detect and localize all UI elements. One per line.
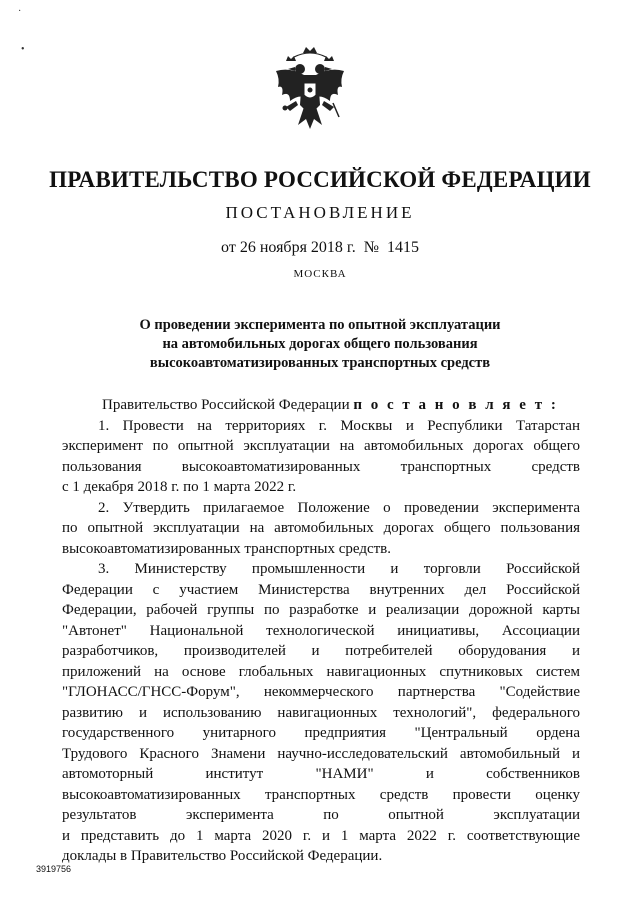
paragraph-line: доклады в Правительство Российской Федерации.	[62, 848, 383, 864]
paragraph-line: с 1 декабря 2018 г. по 1 марта 2022 г.	[62, 479, 297, 495]
paragraph-line: эксперимент по опытной эксплуатации на автомобильных дорогах общего	[62, 438, 580, 454]
paragraph-line: 1. Провести на территориях г. Москвы и Республики Татарстан	[98, 417, 580, 434]
paragraph-line: результатов эксперимента по опытной эксплуатации	[62, 807, 580, 823]
paragraph-line: 2. Утвердить прилагаемое Положение о проведении эксперимента	[98, 499, 580, 516]
margin-mark: ·	[18, 6, 22, 17]
paragraph-line: 3. Министерству промышленности и торговли Российской	[98, 561, 580, 577]
paragraph-line: "Автонет" Национальной технологической инициативы, Ассоциации	[62, 622, 580, 639]
paragraph-line: Федерации с участием Министерства внутренних дел Российской	[62, 581, 580, 598]
paragraph-line: приложений на основе глобальных навигационных спутниковых систем	[62, 663, 580, 680]
government-title: ПРАВИТЕЛЬСТВО РОССИЙСКОЙ ФЕДЕРАЦИИ	[49, 167, 591, 192]
paragraph-line: пользования высокоавтоматизированных транспортных средств	[62, 458, 580, 475]
paragraph-line: Трудового Красного Знамени научно-исследовательский автомобильный и	[62, 745, 580, 762]
preamble-verb: п о с т а н о в л я е т :	[353, 397, 559, 413]
preamble	[62, 395, 580, 416]
decree-subject	[100, 316, 540, 373]
decree-type: ПОСТАНОВЛЕНИЕ	[225, 203, 415, 222]
preamble-lead: Правительство Российской Федерации	[102, 397, 350, 413]
decree-city: МОСКВА	[293, 268, 347, 280]
paragraph-line: государственного унитарного предприятия "Центральный ордена	[62, 725, 580, 741]
subject-line: высокоавтоматизированных транспортных средств	[149, 355, 491, 371]
paragraph-line: Федерации, рабочей группы по разработке и реализации дорожной карты	[62, 602, 580, 618]
document-number: 3919756	[36, 864, 72, 874]
subject-line: О проведении эксперимента по опытной эксплуатации	[139, 317, 501, 333]
paragraph-line: высокоавтоматизированных транспортных средств.	[62, 540, 392, 557]
paragraph-line: разработчиков, производителей и потребителей оборудования и	[62, 643, 580, 659]
russian-coat-of-arms-icon	[270, 45, 350, 140]
paragraph-line: и представить до 1 марта 2020 г. и 1 марта 2022 г. соответствующие	[62, 827, 580, 844]
paragraph-line: по опытной эксплуатации на автомобильных дорогах общего пользования	[62, 520, 580, 536]
subject-line: на автомобильных дорогах общего пользования	[162, 336, 478, 352]
paragraph-line: высокоавтоматизированных транспортных средств провести оценку	[62, 786, 580, 803]
paragraph-line: автомоторный институт "НАМИ" и собственников	[62, 766, 580, 782]
paragraph-line: "ГЛОНАСС/ГНСС-Форум", некоммерческого партнерства "Содействие	[62, 684, 580, 700]
margin-mark: •	[21, 44, 25, 55]
decree-body	[62, 395, 580, 867]
paragraph-line: развитию и использованию навигационных технологий", федерального	[62, 704, 580, 721]
decree-date-number: от 26 ноября 2018 г. № 1415	[221, 239, 419, 256]
